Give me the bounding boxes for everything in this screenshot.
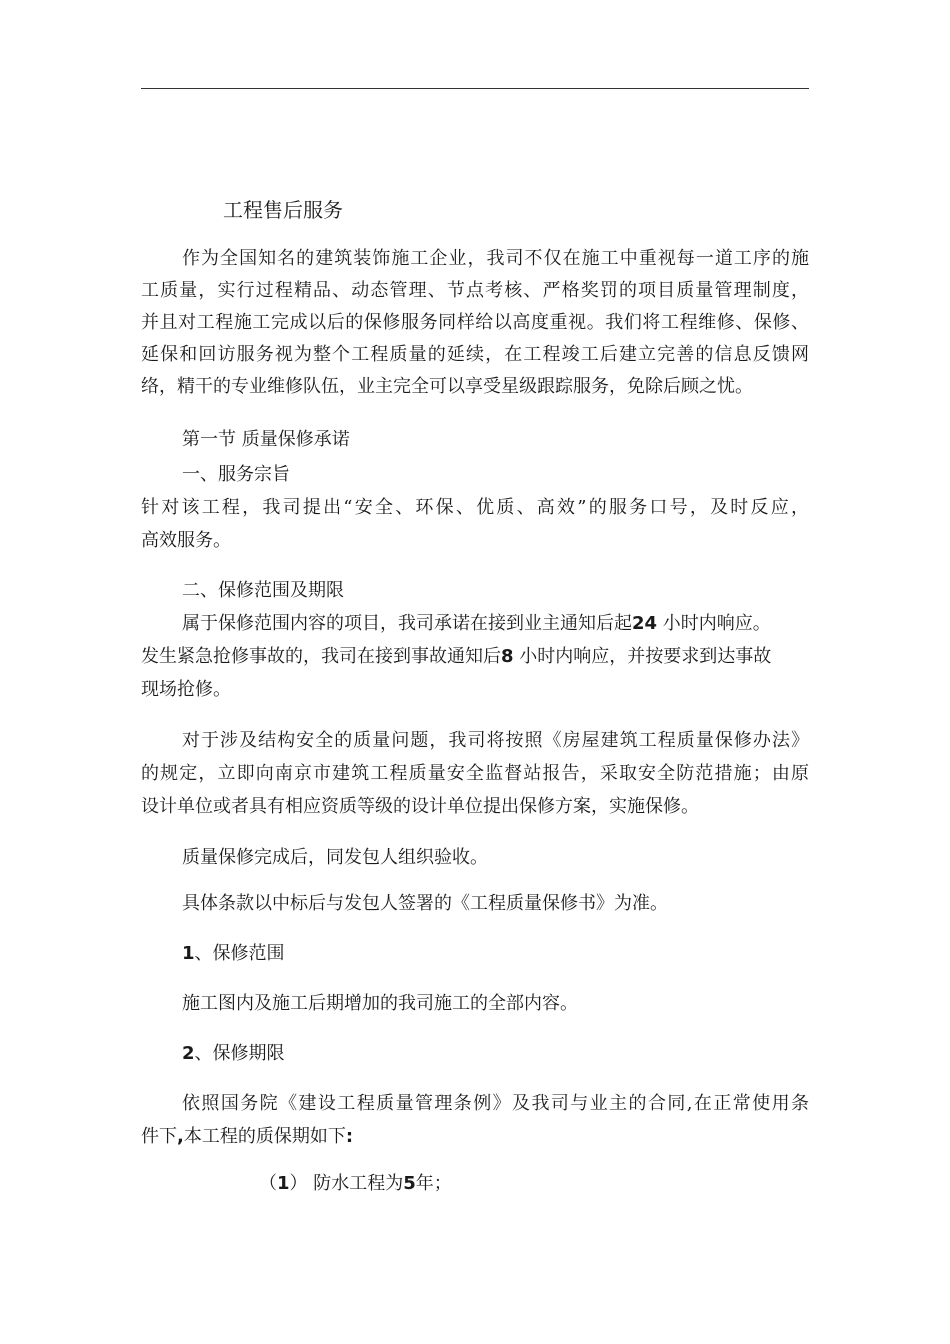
acceptance-text: 质量保修完成后，同发包人组织验收。 — [182, 847, 488, 868]
response-line-2: 发生紧急抢修事故的，我司在接到事故通知后8 小时内响应，并按要求到达事故 — [141, 646, 772, 667]
response-hours-8: 8 — [501, 646, 514, 667]
service-purpose-line-1: 针对该工程，我司提出“安全、环保、优质、高效”的服务口号，及时反应， — [141, 497, 809, 518]
document-title: 工程售后服务 — [223, 198, 343, 222]
intro-line-5: 络，精干的专业维修队伍，业主完全可以享受星级跟踪服务，免除后顾之忧。 — [141, 376, 753, 397]
intro-line-3: 并且对工程施工完成以后的保修服务同样给以高度重视。我们将工程维修、保修、 — [141, 312, 809, 333]
structure-line-3: 设计单位或者具有相应资质等级的设计单位提出保修方案，实施保修。 — [141, 796, 699, 817]
intro-line-4: 延保和回访服务视为整个工程质量的延续，在工程竣工后建立完善的信息反馈网 — [141, 344, 809, 365]
item-2-line-2: 件下,本工程的质保期如下: — [141, 1126, 354, 1147]
header-rule — [141, 88, 809, 89]
warranty-list-item-1: （1） 防水工程为5年； — [259, 1173, 452, 1194]
subheading-scope-period: 二、保修范围及期限 — [182, 580, 344, 601]
item-1-heading: 1、保修范围 — [182, 943, 285, 964]
structure-line-2: 的规定，立即向南京市建筑工程质量安全监督站报告，采取安全防范措施；由原 — [141, 763, 809, 784]
response-line-3: 现场抢修。 — [141, 679, 231, 700]
item-2-heading: 2、保修期限 — [182, 1043, 285, 1064]
terms-text: 具体条款以中标后与发包人签署的《工程质量保修书》为准。 — [182, 893, 668, 914]
subheading-service-purpose: 一、服务宗旨 — [182, 464, 290, 485]
item-2-line-1: 依照国务院《建设工程质量管理条例》及我司与业主的合同,在正常使用条 — [182, 1093, 809, 1114]
section-heading: 第一节 质量保修承诺 — [182, 429, 350, 450]
structure-line-1: 对于涉及结构安全的质量问题，我司将按照《房屋建筑工程质量保修办法》 — [182, 730, 809, 751]
intro-line-1: 作为全国知名的建筑装饰施工企业，我司不仅在施工中重视每一道工序的施 — [182, 248, 809, 269]
response-line-1: 属于保修范围内容的项目，我司承诺在接到业主通知后起24 小时内响应。 — [182, 613, 771, 634]
intro-line-2: 工质量，实行过程精品、动态管理、节点考核、严格奖罚的项目质量管理制度， — [141, 280, 809, 301]
waterproof-years: 5 — [403, 1173, 416, 1194]
item-1-text: 施工图内及施工后期增加的我司施工的全部内容。 — [182, 993, 578, 1014]
service-purpose-line-2: 高效服务。 — [141, 530, 231, 551]
response-hours-24: 24 — [632, 613, 658, 634]
